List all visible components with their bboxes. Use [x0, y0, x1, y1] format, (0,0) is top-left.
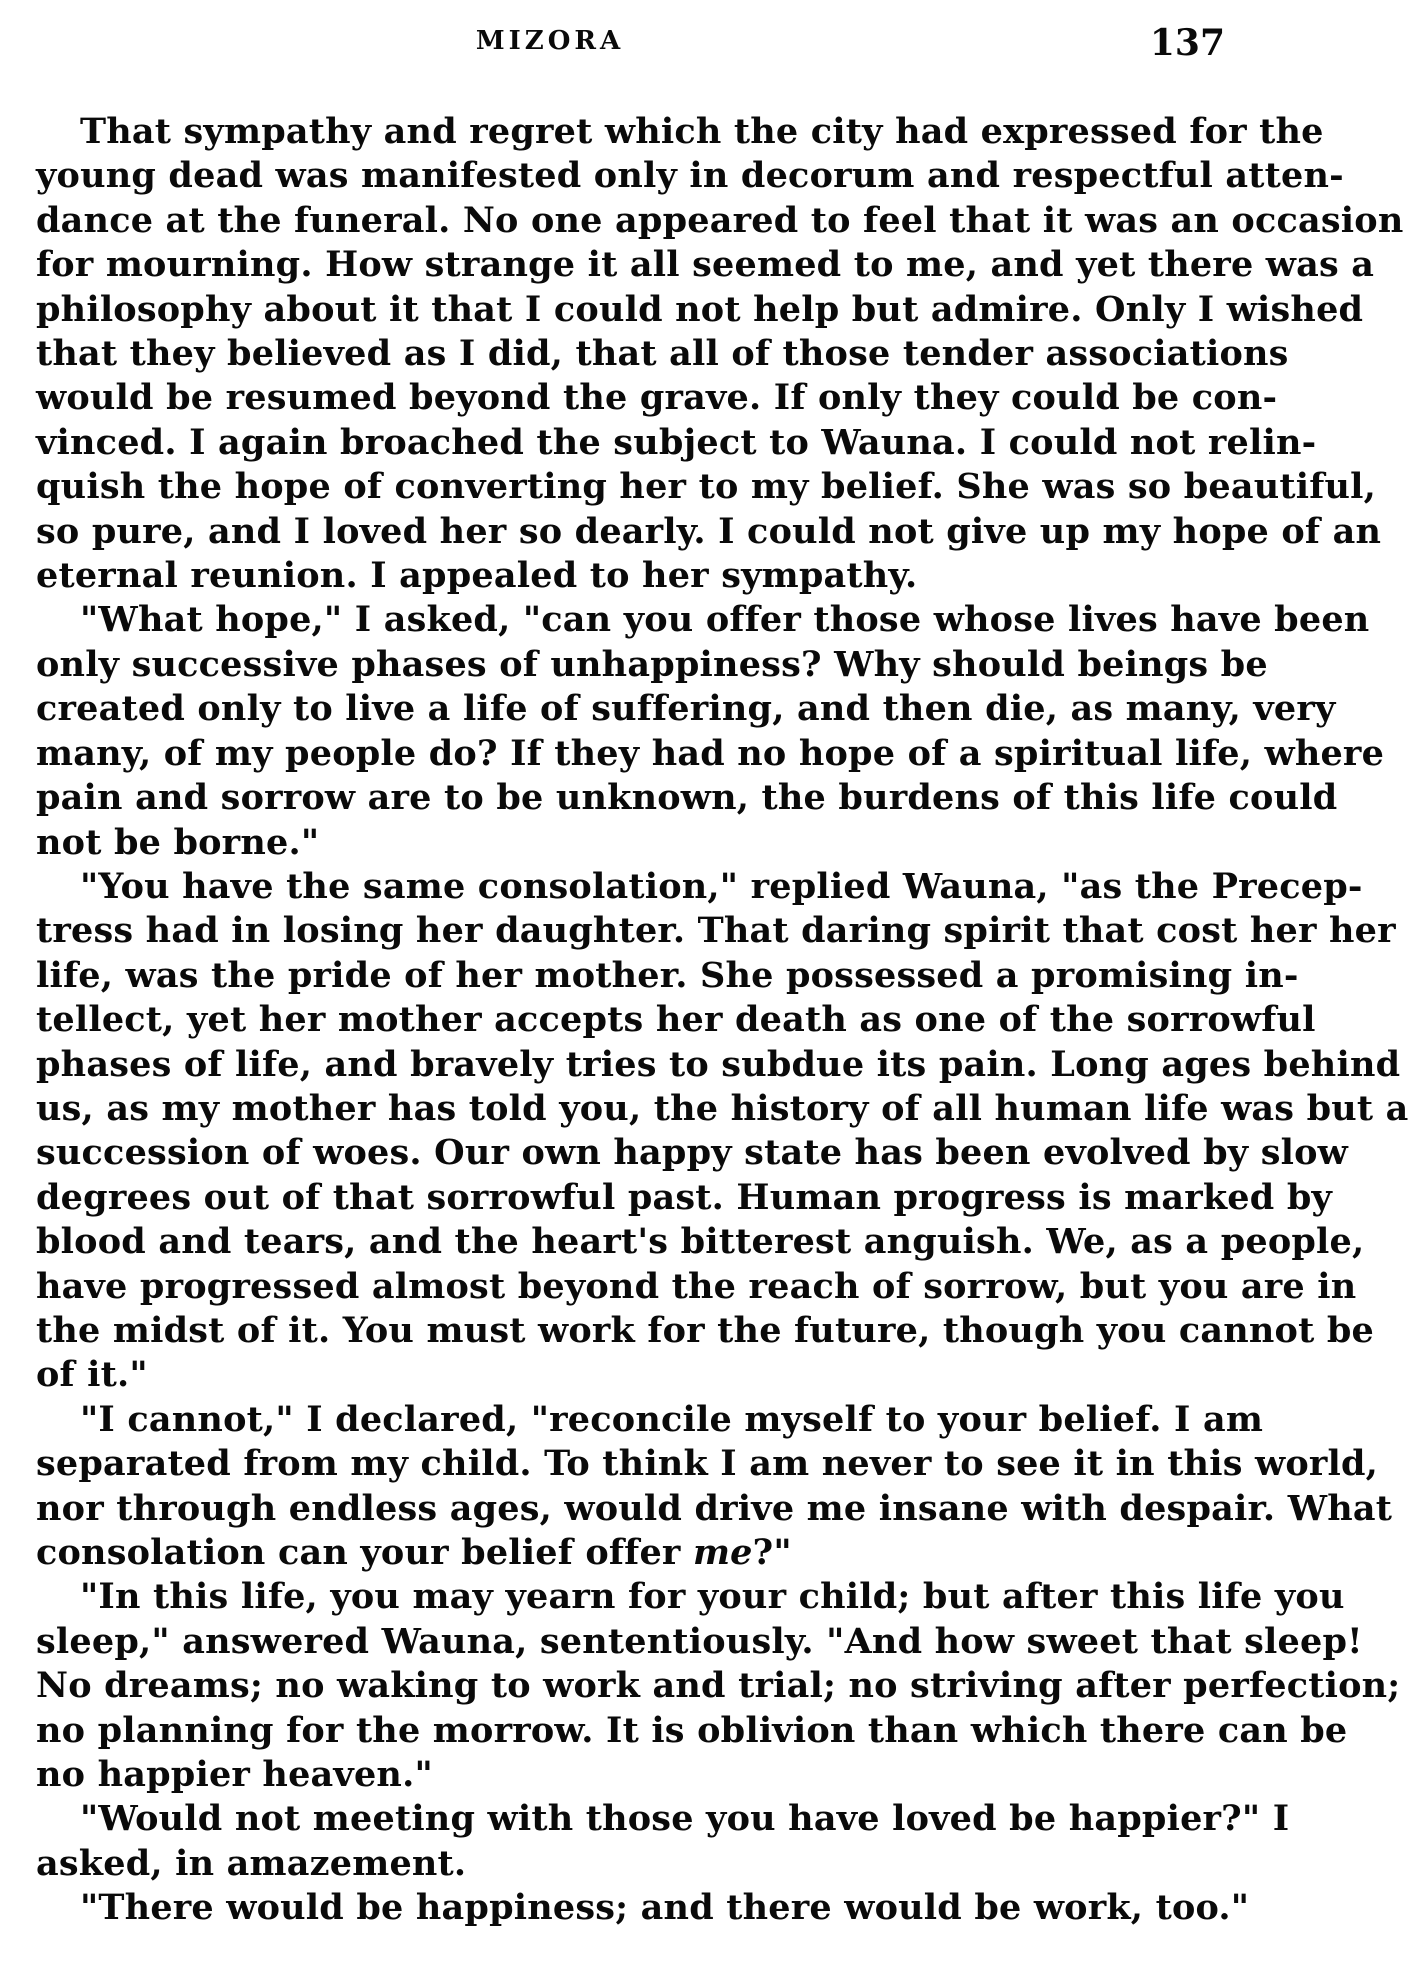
text-line: life, was the pride of her mother. She possessed a promising in- — [36, 954, 1299, 996]
emphasis-word: me — [692, 1532, 753, 1573]
running-title: MIZORA — [475, 26, 625, 56]
text-line-segment: ?" — [752, 1532, 792, 1573]
body-text — [36, 110, 1409, 1931]
paragraph — [36, 1797, 1290, 1886]
running-head — [0, 22, 1259, 62]
text-line: tress had in losing her daughter. That daring spirit that cost her her — [36, 910, 1396, 952]
paragraph — [36, 865, 1409, 1398]
text-line: no happier heaven." — [36, 1754, 433, 1796]
text-line: would be resumed beyond the grave. If only they could be con- — [36, 377, 1278, 419]
text-line: not be borne." — [36, 821, 320, 863]
text-line: pain and sorrow are to be unknown, the burdens of this life could — [36, 777, 1338, 819]
text-line: no planning for the morrow. It is oblivion than which there can be — [36, 1709, 1348, 1751]
text-line: only successive phases of unhappiness? Why should beings be — [36, 643, 1268, 685]
text-line: created only to live a life of suffering, and then die, as many, very — [36, 688, 1336, 730]
paragraph — [36, 1575, 1401, 1797]
text-line: nor through endless ages, would drive me insane with despair. What — [36, 1487, 1393, 1529]
text-line: us, as my mother has told you, the history of all human life was but a — [36, 1087, 1409, 1129]
text-line — [36, 1531, 1232, 1575]
paragraph — [36, 598, 1385, 864]
text-line: the midst of it. You must work for the future, though you cannot be — [36, 1309, 1374, 1351]
text-line: have progressed almost beyond the reach of sorrow, but you are in — [36, 1265, 1357, 1307]
text-line: quish the hope of converting her to my belief. She was so beautiful, — [36, 466, 1377, 508]
text-line: "What hope," I asked, "can you offer those whose lives have been — [80, 599, 1370, 641]
paragraph — [36, 110, 1404, 598]
text-line: young dead was manifested only in decorum and respectful atten- — [36, 155, 1344, 197]
page-number: 137 — [1149, 22, 1225, 64]
text-line: vinced. I again broached the subject to Wauna. I could not relin- — [36, 421, 1317, 463]
text-line: "I cannot," I declared, "reconcile myself to your belief. I am — [80, 1398, 1264, 1440]
text-line: That sympathy and regret which the city had expressed for the — [80, 111, 1324, 152]
text-line: "In this life, you may yearn for your child; but after this life you — [80, 1576, 1345, 1618]
text-line: asked, in amazement. — [36, 1842, 467, 1884]
text-line: No dreams; no waking to work and trial; no striving after perfection; — [36, 1665, 1401, 1707]
paragraph — [36, 1398, 1393, 1576]
text-line: phases of life, and bravely tries to subdue its pain. Long ages behind — [36, 1043, 1401, 1085]
text-line: "Would not meeting with those you have loved be happier?" I — [80, 1798, 1290, 1840]
text-line: sleep," answered Wauna, sententiously. "And how sweet that sleep! — [36, 1620, 1363, 1662]
text-line: blood and tears, and the heart's bitterest anguish. We, as a people, — [36, 1221, 1365, 1263]
text-line: eternal reunion. I appealed to her sympathy. — [36, 555, 918, 597]
text-line: dance at the funeral. No one appeared to feel that it was an occasion — [36, 199, 1404, 241]
text-line: degrees out of that sorrowful past. Human progress is marked by — [36, 1176, 1333, 1218]
text-line: separated from my child. To think I am never to see it in this world, — [36, 1443, 1379, 1485]
text-line: of it." — [36, 1354, 148, 1396]
text-line-segment: consolation can your belief offer — [36, 1532, 681, 1573]
text-line: that they believed as I did, that all of those tender associations — [36, 333, 1289, 375]
text-line: many, of my people do? If they had no hope of a spiritual life, where — [36, 732, 1385, 774]
paragraph — [36, 1886, 1250, 1930]
text-line: succession of woes. Our own happy state has been evolved by slow — [36, 1132, 1348, 1174]
text-line: "There would be happiness; and there would be work, too." — [80, 1887, 1250, 1929]
text-line: "You have the same consolation," replied Wauna, "as the Precep- — [80, 865, 1363, 907]
text-line: tellect, yet her mother accepts her death as one of the sorrowful — [36, 999, 1316, 1041]
text-line: for mourning. How strange it all seemed to me, and yet there was a — [36, 244, 1375, 286]
text-line: so pure, and I loved her so dearly. I could not give up my hope of an — [36, 510, 1382, 552]
text-line: philosophy about it that I could not help but admire. Only I wished — [36, 288, 1364, 330]
